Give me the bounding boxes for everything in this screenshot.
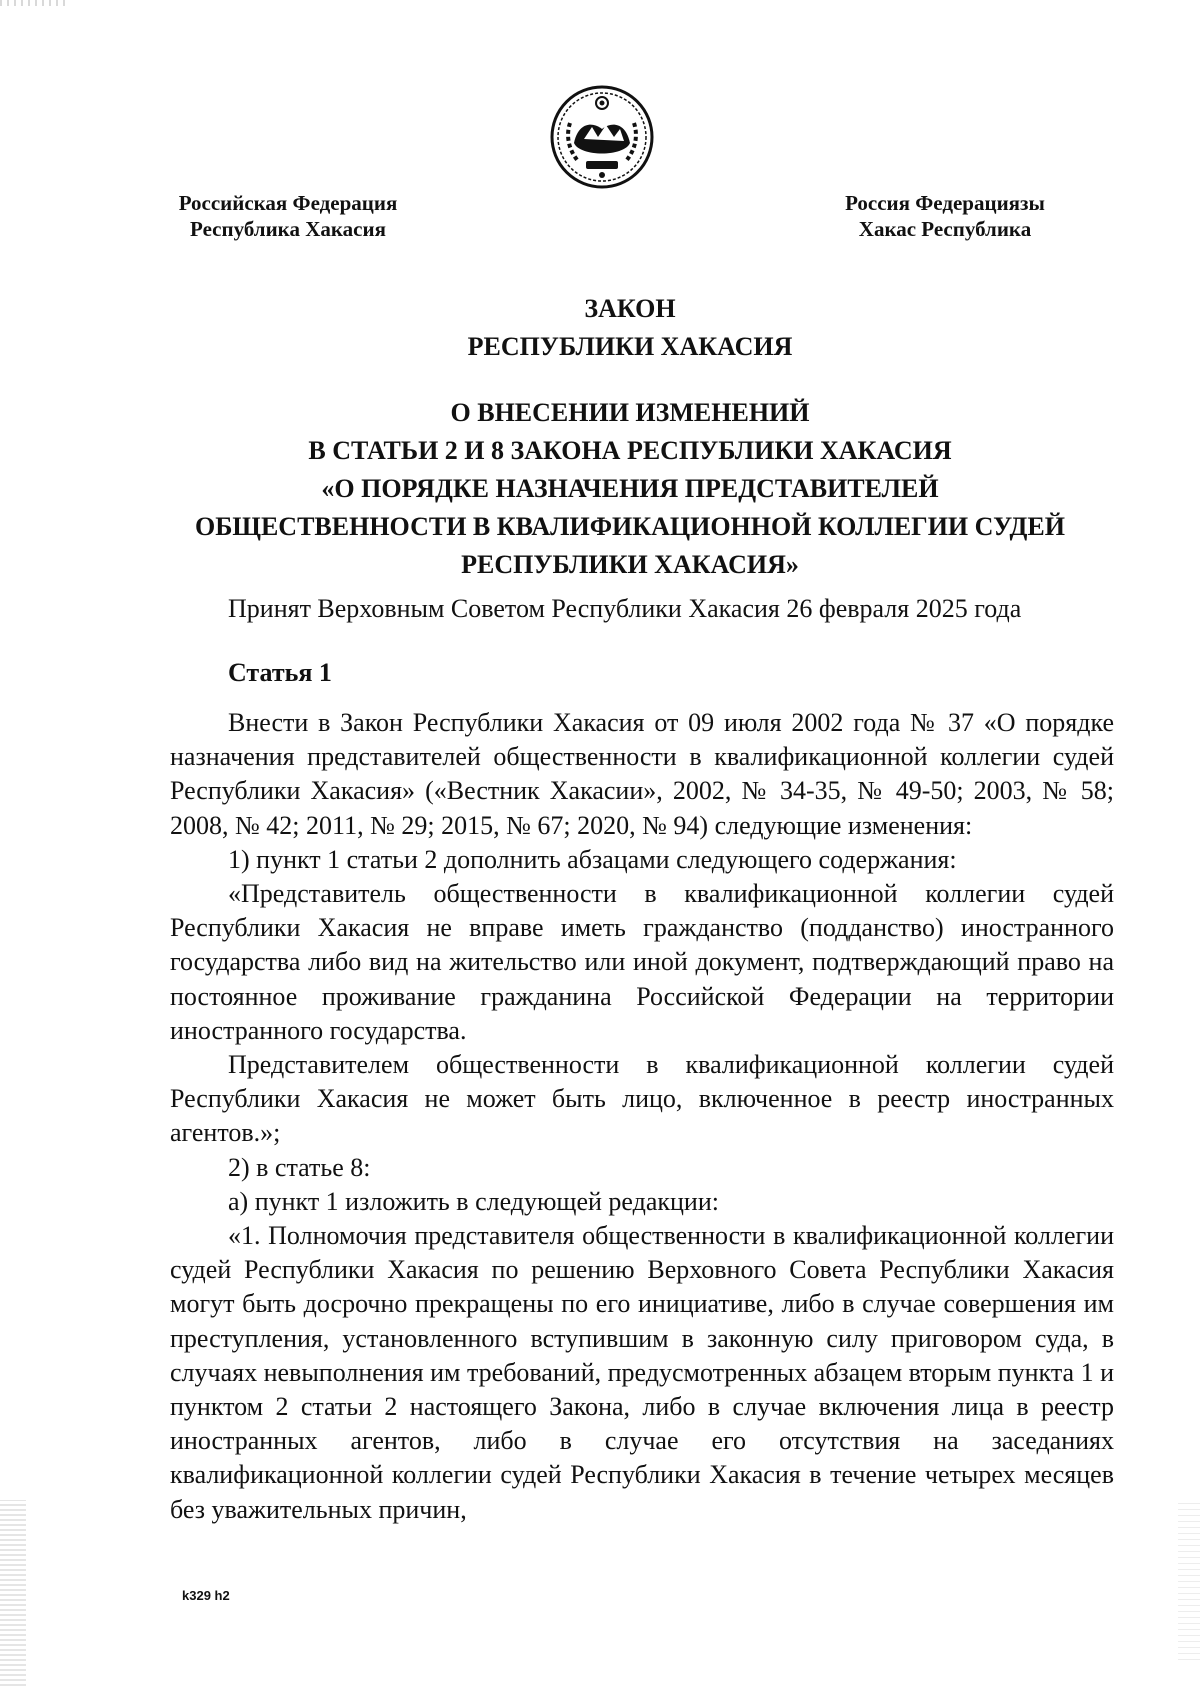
header-left-block [138, 190, 438, 242]
article-paragraph: Представителем общественности в квалификационной коллегии судей Республики Хакасия не может быть лицо, включенное в реестр иностранных агентов.»; [170, 1050, 1114, 1148]
law-subtitle-line4: ОБЩЕСТВЕННОСТИ В КВАЛИФИКАЦИОННОЙ КОЛЛЕГИИ СУДЕЙ [194, 512, 1065, 541]
document-code: k329 h2 [182, 1588, 230, 1603]
adoption-statement: Принят Верховным Советом Республики Хакасия 26 февраля 2025 года [228, 594, 1022, 623]
header-left-line2: Республика Хакасия [190, 217, 386, 241]
header-right-line2: Хакас Республика [858, 217, 1032, 241]
law-title [150, 290, 1110, 366]
coat-of-arms-emblem-icon [548, 83, 656, 191]
article-paragraph: «Представитель общественности в квалификационной коллегии судей Республики Хакасия не вправе иметь гражданство (подданство) иностранного государства либо вид на жительство или иной документ, подтверждающий право на постоянное проживание гражданина Российской Федерации на территории иностранного государства. [170, 879, 1114, 1045]
header-left-line1: Российская Федерация [178, 191, 398, 215]
article-paragraph: Внести в Закон Республики Хакасия от 09 июля 2002 года № 37 «О порядке назначения представителей общественности в квалификационной коллегии судей Республики Хакасия» («Вестник Хакасии», 2002, № 34-35, № 49-50; 2003, № 58; 2008, № 42; 2011, № 29; 2015, № 67; 2020, № 94) следующие изменения: [170, 708, 1114, 840]
article-paragraph: «1. Полномочия представителя общественности в квалификационной коллегии судей Республики Хакасия по решению Верховного Совета Республики Хакасия могут быть досрочно прекращены по его инициативе, либо в случае совершения им преступления, установленного вступившим в законную силу приговором суда, в случаях невыполнения им требований, предусмотренных абзацем вторым пункта 1 и пунктом 2 статьи 2 настоящего Закона, либо в случае включения лица в реестр иностранных агентов, либо в случае его отсутствия на заседаниях квалификационной коллегии судей Республики Хакасия в течение четырех месяцев без уважительных причин, [170, 1221, 1114, 1524]
law-title-line1: ЗАКОН [584, 294, 676, 323]
article-paragraph: 2) в статье 8: [228, 1152, 371, 1182]
article-paragraph: а) пункт 1 изложить в следующей редакции: [228, 1186, 719, 1216]
article-body [170, 706, 1114, 1527]
header-right-line1: Россия Федерациязы [845, 191, 1045, 215]
scan-noise-left [0, 1500, 26, 1686]
law-subtitle-line5: РЕСПУБЛИКИ ХАКАСИЯ» [461, 550, 799, 579]
article-heading: Статья 1 [228, 658, 332, 687]
header-right-block [820, 190, 1070, 242]
law-subtitle-line2: В СТАТЬИ 2 И 8 ЗАКОНА РЕСПУБЛИКИ ХАКАСИЯ [308, 436, 952, 465]
law-subtitle [150, 394, 1110, 584]
scan-noise-top [0, 0, 70, 6]
article-paragraph: 1) пункт 1 статьи 2 дополнить абзацами следующего содержания: [228, 844, 957, 874]
law-title-line2: РЕСПУБЛИКИ ХАКАСИЯ [467, 332, 793, 361]
scan-noise-right [1178, 1500, 1200, 1660]
law-subtitle-line3: «О ПОРЯДКЕ НАЗНАЧЕНИЯ ПРЕДСТАВИТЕЛЕЙ [321, 474, 939, 503]
law-subtitle-line1: О ВНЕСЕНИИ ИЗМЕНЕНИЙ [450, 398, 810, 427]
